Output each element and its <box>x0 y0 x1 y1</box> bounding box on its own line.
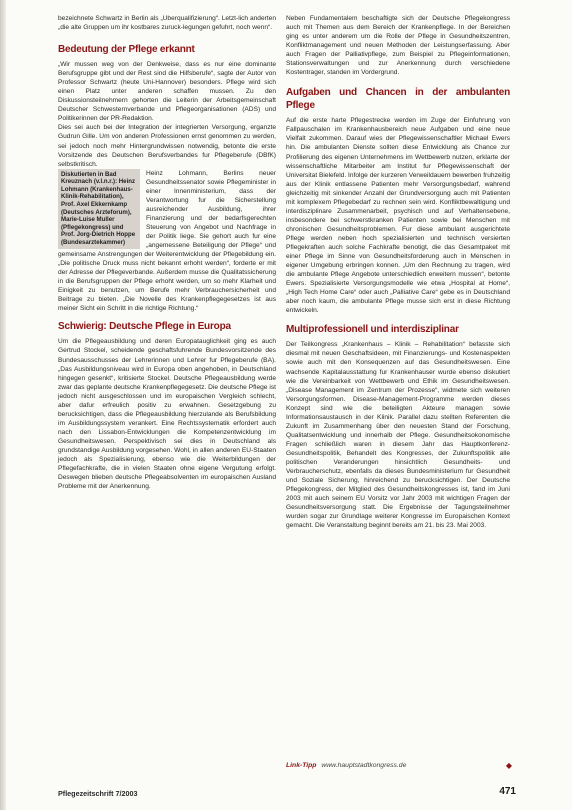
right-paragraph-2: Der Teilkongress „Krankenhaus – Klinik – Rehabilitation“ befasste sich diesmal mit neuen Geschaftsideen, mit Finanzierungs- und Kostenaspekten sowie auch mit den Konsequenzen auf das Gesundheitswesen. Eine wachsende Kapitalausstattung fur Krankenhauser wurde ebenso diskutiert wie die Vereinbarkeit von Wettbewerb und Ethik im Gesundheitswesen. „Disease Management im Zentrum der Prozesse“, widmete sich weiteren Versorgungsformen. Disease-Management-Programme werden dieses Konzept sind wie die beteiligten Akteure managen sowie Informationsaustausch in der Klinik. Parallel dazu stellten Referenten die Zukunft im Zusammenhang über den neuesten Stand der Forschung, Qualitatsentwicklung und innerhalb der Pflege. Gesundheitsokonomische Fragen schließlich waren in diesem Jahr das Hauptkonferenz-Gesundheitspolitik, Behandelt des Kongresses, der Zukunftspolitik alle politischen Veranderungen hinsichtlich Gesundheits- und Verbraucherschutz, ebenfalls da dieses Bundesministerium fur Gesundheit und Soziale Sicherung, hinreichend zu berucksichtigen. Der Deutsche Pflegekongress, der Mitglied des Gesundheitskongresses ist, fand im Juni 2003 mit auch seinem EU Vorsitz vor Jahr 2003 mit wichtigen Fragen der Gesundheitsversorgung statt. Die Ergebnisse der Tagungsteilnehmer wurden sogar zur Grundlage weiterer Kongresse im Europaischen Kontext gemacht. Die Veranstaltung beginnt bereits am 21. bis 23. Mai 2003. <box>286 341 510 530</box>
link-tip <box>286 762 512 769</box>
heading-multiprofessionell: Multiprofessionell und interdisziplinar <box>286 324 459 336</box>
footer-publication: Pflegezeitschrift 7/2003 <box>58 789 138 798</box>
heading-bedeutung-der-pflege: Bedeutung der Pflege erkannt <box>58 44 195 56</box>
right-paragraph-1: Auf die erste harte Pflegestrecke werden im Zuge der Einfuhrung von Fallpauschalen im Krankenhausbereich neue Aufgaben und eine neue Vielfalt zukommen. Darauf wies der Pflegewissenschaftler Michael Ewers hin. Die ambulanten Dienste sollten diese Entwicklung als Chance zur Profilierung des eigenen Unternehmens im Wettbewerb nutzen, erklarte der wissenschaftliche Mitarbeiter am Institut fur Pflegewissenschaft der Universitat Bielefeld. Infolge der kurzeren Verweildauern bewerben fruhzeitig aus der Klinik entlassene Patienten mehr Versorgungsbedarf, wahrend gleichzeitig mit sinkender Anzahl der Grundversorgung auch mit Patienten mit komplexem Pflegebedarf zu rechnen sein wird. Konfliktbewaltigung und interdisziplinare Zusammenarbeit, psychisch und auf Verhaltensebene, insbesondere bei schwerstkranken Patienten sowie bei Menschen mit chronischen Gesundheitsproblemen. Fur diese ambulant ausgerichtete Pflege werden neben hoch spezialisierten und technisch versierten Pflegekraften auch solche Fachkrafte benotigt, die das Gesamtpaket mit einer Pflege im Sinne von Gesundheitsforderung auch in Menschen in eigener Umgebung erbringen konnen. „Um den Rechnung zu tragen, wird die ambulante Pflege Angebote unterschiedlich erweitern mussen“, betonte Ewers. Spezialisierte Versorgungsmodelle wie etwa „Hospital at Home“, „High Tech Home Care“ oder auch „Palliative Care“ gebe es in Deutschland aber noch kaum, die ambulante Pflege musse sich erst in diese Richtung entwickeln. <box>286 117 510 315</box>
right-column <box>286 0 510 530</box>
heading-aufgaben-und-chancen: Aufgaben und Chancen in der ambulanten Pflege <box>286 87 510 112</box>
page-spine-shadow <box>0 0 6 810</box>
left-paragraph-1: „Wir mussen weg von der Denkweise, dass es nur eine dominante Berufsgruppe gibt und der Rest sind die Hilfsberufe“, sagte der Autor von Professor Schwartz (heute Uni-Hannover) besonders. Pflege wird sich einen Platz unter anderen schaffen mussen. Zu den Diskussionsteilnehmern gehorten die Leiterin der Arbeitsgemeinschaft Deutscher Schwesternverbande und Pflegeorganisationen (ADS) und Politikerinnen der PR-Redaktion. <box>58 61 276 123</box>
link-tip-label: Link-Tipp <box>286 762 317 769</box>
page-number: 471 <box>499 786 516 797</box>
left-paragraph-2: Dies sei auch bei der Integration der integrierten Versorgung, erganzte Gudrun Gille. Um von anderen Professionen ernst genommen zu werden, sei jedoch noch mehr Hintergrundwissen notwendig, betonte die erste Vorsitzende des Deutschen Berufsverbandes fur Pflegeberufe (DBfK) selbstkritisch. <box>58 124 276 168</box>
left-paragraph-4: Um die Pflegeausbildung und deren Europatauglichkeit ging es auch Gertrud Stockel, scheidende geschaftsfuhrende Bundesvorsitzende des Bundesausschusses der Lehrerinnen und Lehrer fur Pflegeberufe (BA). „Das Ausbildungsniveau wird in Europa oben angehoben, in Deutschland hingegen gesenkt“, kritisierte Stockel. Deutsche Pflegeausbildung werde zwar das geplante deutsche Krankenpflegegesetz. Die deutsche Pflege ist jedoch nicht ausgeschlossen und im europaischen Vergleich schlecht, aber dafur erfreulich positiv zu erwahnen. Gesetzgebung zu berucksichtigen, dass die Pflegeausbildung hierzulande als Berufsbildung im Ausbildungssystem verankert. Eine Rechtssystematik erfordert auch nach den Lissabon-Entwicklungen die Kompetenzentwicklung im Gesundheitswesen. Perspektivisch sei dies in Deutschland als grundstandige Ausbildung vorgesehen. Wohl, in allen anderen EU-Staaten jedoch als Spezialisierung, ebenso wie die Weiterbildungen der Pflegefachkrafte, die in vielen Staaten ohne eigene Vergutung erfolgt. Deswegen blieben deutsche Pflegeabsolventen im europaischen Ausland Probleme mit der Anerkennung. <box>58 338 276 491</box>
heading-schwierig-deutsche-pflege: Schwierig: Deutsche Pflege in Europa <box>58 321 231 333</box>
link-tip-url[interactable]: www.hauptstadtkongress.de <box>321 762 407 769</box>
photo-caption <box>58 169 140 249</box>
photo-caption-block <box>58 169 276 314</box>
left-intro-paragraph: bezeichnete Schwartz in Berlin als „Uberqualifizierung“. Letzt-lich anderten „die alte Gruppen um ihr kostbares zuruck-legungen gefuhrt, noch wenn“. <box>58 15 276 32</box>
right-intro-paragraph: Neben Fundamentalem beschaftigte sich der Deutsche Pflegekongress auch mit Themen aus dem Bereich der Krankenpflege. In der Bereichen ging es unter anderem um die Rolle der Pflege in Gesundheitszentren, Konfliktmanagement und neuen Methoden der Leistungserfassung. Aber auch Fragen der Palliativpflege, zum Beispiel zu Pflegeinformationen, Stationsverwaltungen und zur Anerkennung durch verschiedene Kostentrager, standen im Vordergrund. <box>286 15 510 77</box>
photo-caption-text: Diskutierten in Bad Kreuznach (v.l.n.r.): Heinz Lohmann (Krankenhaus-Klinik-Rehabilitation), Prof. Axel Ekkernkamp (Deutsches Arzteforum), Marie-Luise Muller (Pflegekongress) und Prof. Jorg-Dietrich Hoppe (Bundesarztekammer) <box>58 169 140 249</box>
end-of-article-marker: ◆ <box>505 761 512 770</box>
left-paragraph-3: Heinz Lohmann, Berlins neuer Gesundheitssenator sowie Pflegeminister in einer Innenministerium, dass der Verantwortung fur die Sicherstellung ausreichender Ausbildung, ihrer Finanzierung und der bedarfsgerechten Steuerung von Angebot und Nachfrage in der Politik liege. Sie gehort auch fur eine „angemessene Beteiligung der Pflege“ und gemeinsame Anstrengungen der Weiterentwicklung der Pflegebildung ein. „Die politische Druck muss nicht bekannt erhoht werden“, forderte er mit der Adresse der Pflegeverbande. Außerdem musse die Qualitatssicherung in die Berufsgruppen der Pflege erhoht werden, um so mehr Klarheit und Einigkeit zu benutzen, um Berufe mehr Verbrauchersicherheit und Beitrage zu bieten. „Die Novelle des Krankenpflegegesetzes ist aus meiner Sicht ein Schritt in die richtige Richtung.“ <box>58 169 276 313</box>
left-column <box>58 0 276 491</box>
